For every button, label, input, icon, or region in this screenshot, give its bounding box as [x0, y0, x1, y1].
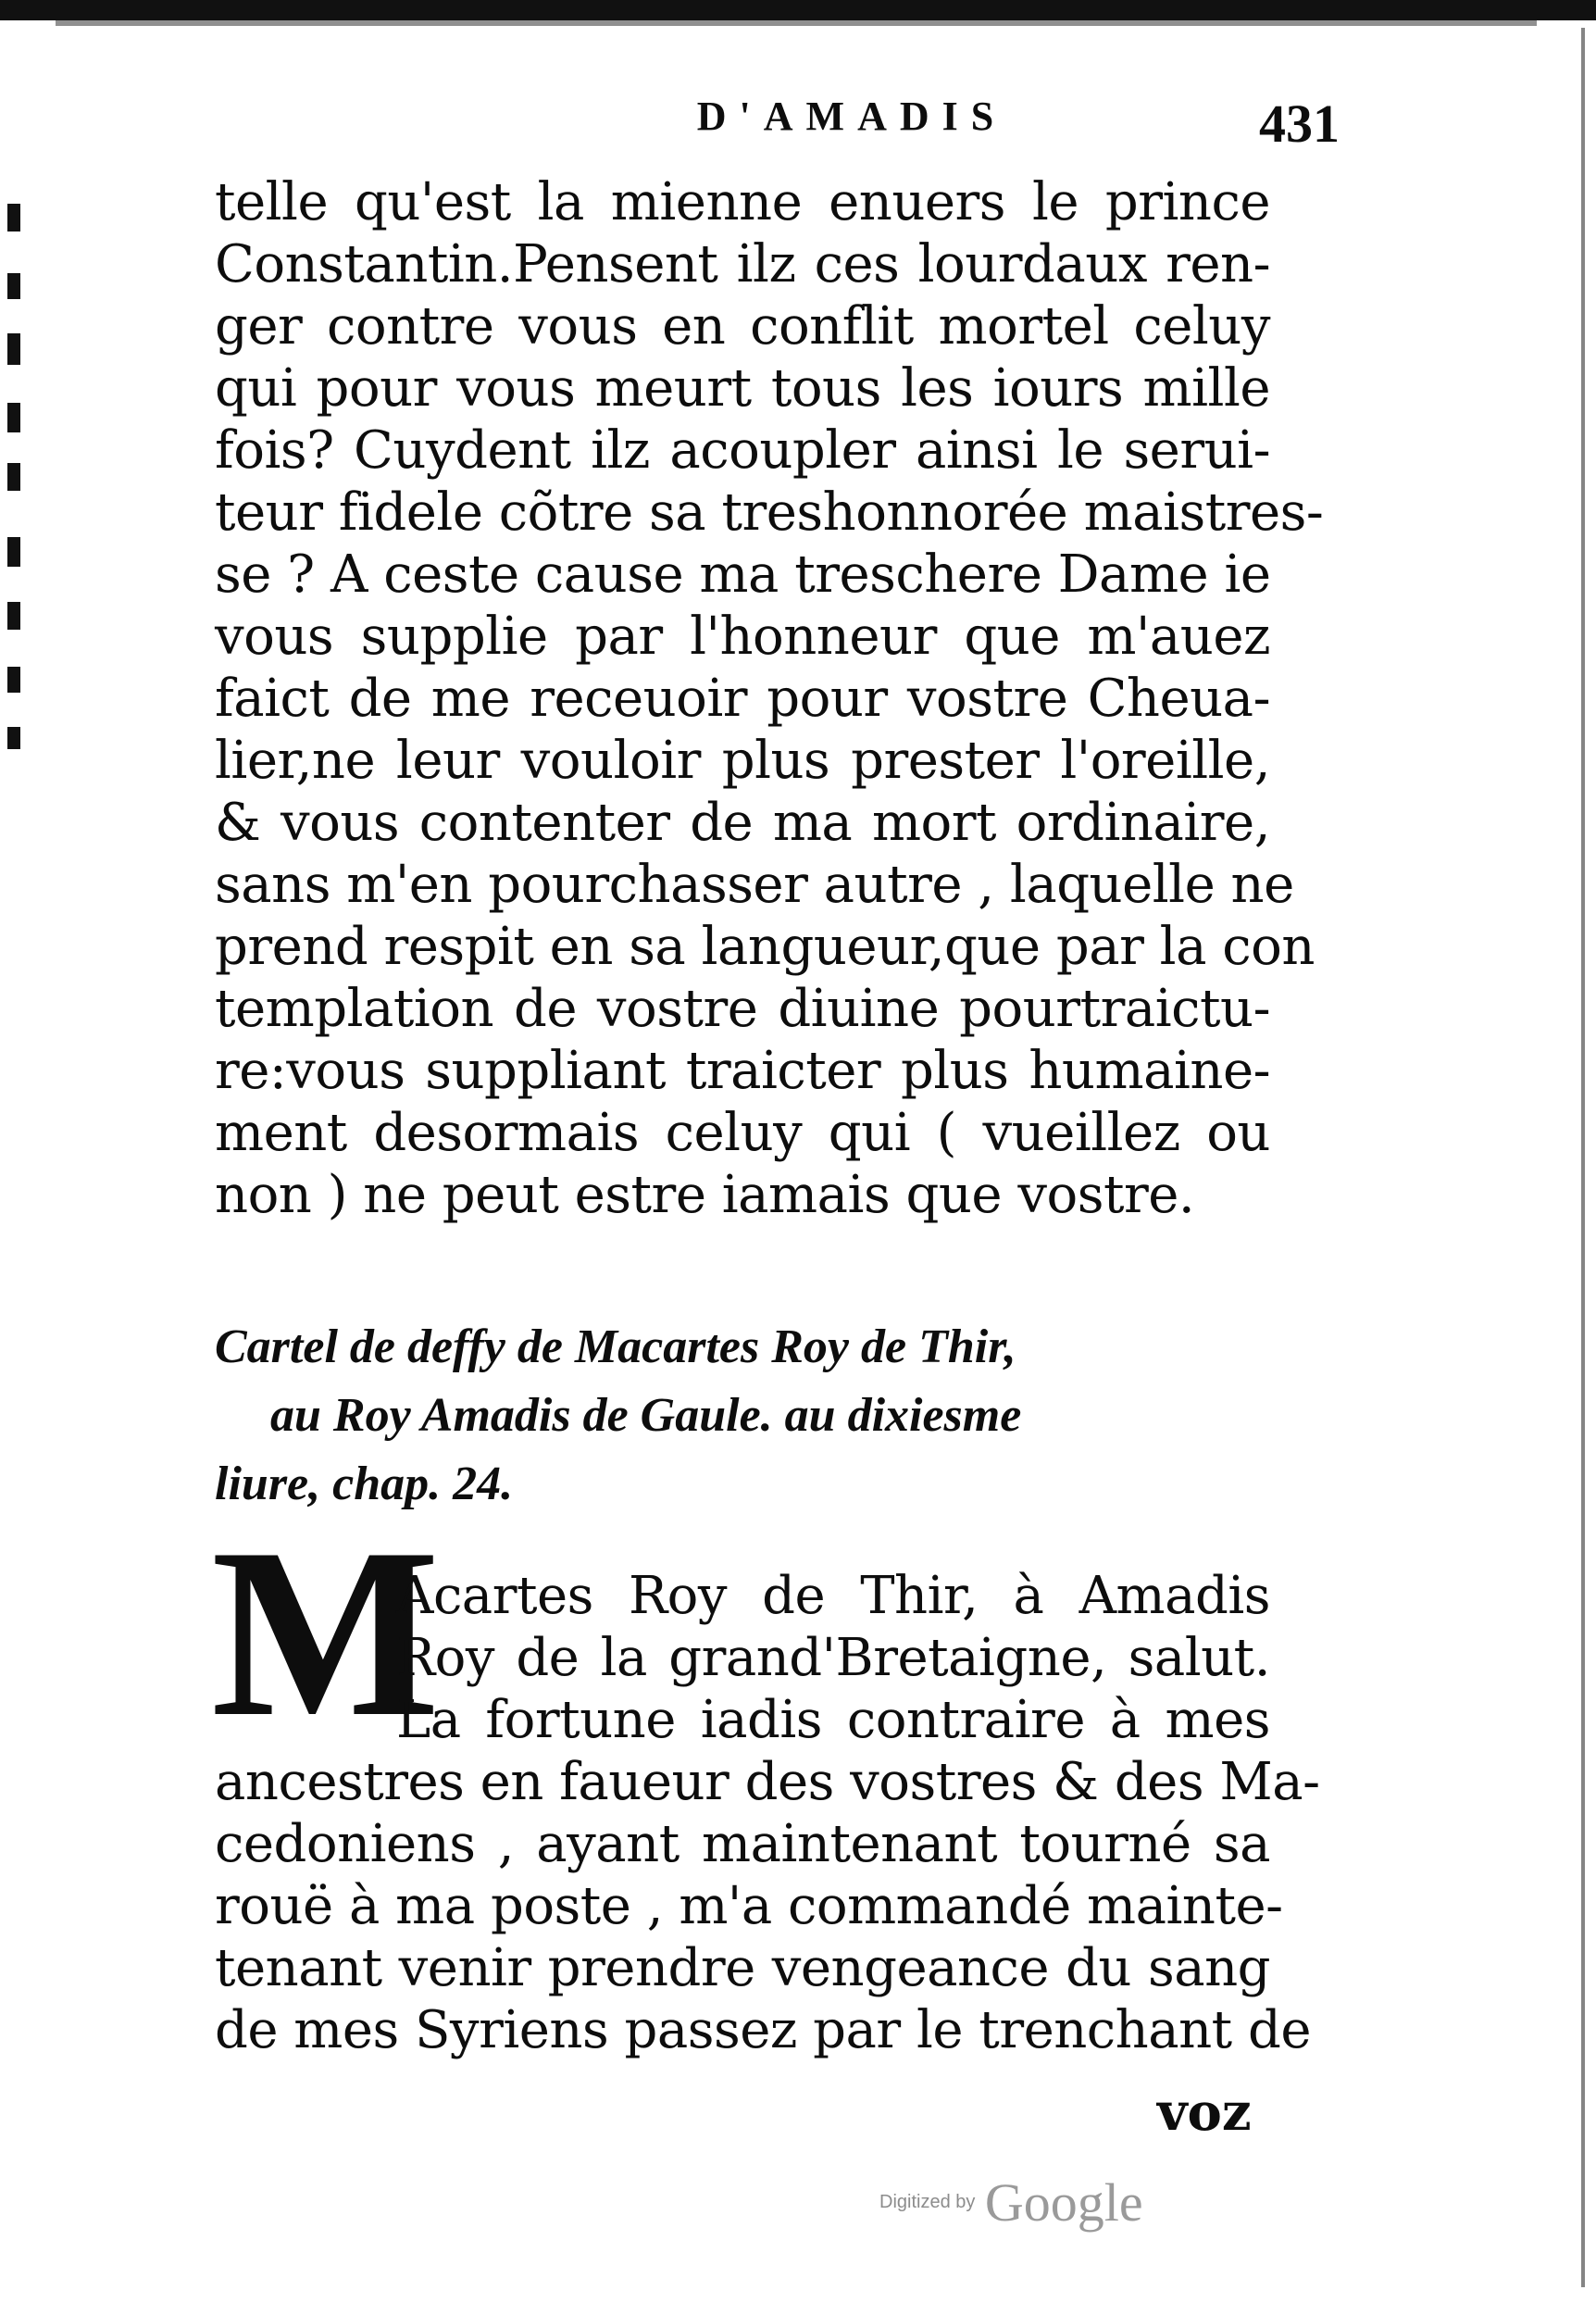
cartel-text [215, 1751, 1320, 2061]
edge-mark [7, 463, 20, 491]
text-line: Constantin.Pensent ilz ces lourdaux ren- [215, 234, 1270, 294]
text-line: non ) ne peut estre iamais que vostre. [215, 1165, 1195, 1225]
text-line: sans m'en pourchasser autre , laquelle ne [215, 855, 1294, 915]
text-line: & vous contenter de ma mort ordinaire, [215, 793, 1270, 853]
letter-text [215, 171, 1324, 1226]
text-line: ger contre vous en conflit mortel celuy [215, 296, 1270, 357]
text-line: fois? Cuydent ilz acoupler ainsi le serui- [215, 420, 1270, 481]
text-line: lier,ne leur vouloir plus prester l'oreille, [215, 731, 1270, 791]
text-line: re:vous suppliant traicter plus humaine- [215, 1041, 1270, 1101]
section-caption [215, 1313, 1270, 1519]
scan-right-edge [1581, 28, 1585, 2287]
edge-mark [7, 667, 20, 693]
edge-mark [7, 333, 20, 365]
drop-cap: M [211, 1498, 441, 1767]
edge-mark [7, 727, 20, 749]
text-line: templation de vostre diuine pourtraictu- [215, 979, 1270, 1039]
cartel-text-indented [396, 1565, 1270, 1751]
text-line: rouë à ma poste , m'a commandé mainte- [215, 1876, 1283, 1936]
running-head: D'AMADIS [696, 94, 1007, 139]
text-line: se ? A ceste cause ma treschere Dame ie [215, 544, 1271, 605]
text-line: ancestres en faueur des vostres & des Ma- [215, 1752, 1320, 1812]
google-logo: Google [984, 2172, 1143, 2233]
edge-mark [7, 602, 20, 630]
catchword: voz [1157, 2082, 1252, 2143]
caption-line: Cartel de deffy de Macartes Roy de Thir, [215, 1320, 1016, 1373]
digitized-watermark [879, 2171, 1143, 2234]
scan-left-edge-marks [7, 185, 31, 741]
text-line: Acartes Roy de Thir, à Amadis [396, 1566, 1270, 1626]
scan-top-border [0, 0, 1596, 20]
text-line: cedoniens , ayant maintenant tourné sa [215, 1814, 1270, 1874]
text-line: faict de me receuoir pour vostre Cheua- [215, 669, 1270, 729]
text-line: de mes Syriens passez par le trenchant de [215, 2000, 1311, 2060]
caption-line: au Roy Amadis de Gaule. au dixiesme [270, 1389, 1022, 1442]
text-line: La fortune iadis contraire à mes [396, 1690, 1270, 1750]
edge-mark [7, 403, 20, 432]
edge-mark [7, 537, 20, 567]
caption-line: liure, chap. 24. [215, 1458, 514, 1510]
text-line: qui pour vous meurt tous les iours mille [215, 358, 1270, 419]
text-line: teur fidele cõtre sa treshonnorée maistres- [215, 482, 1324, 543]
watermark-prefix: Digitized by [879, 2192, 976, 2212]
text-line: telle qu'est la mienne enuers le prince [215, 172, 1270, 232]
text-line: vous supplie par l'honneur que m'auez [215, 607, 1270, 667]
text-line: ment desormais celuy qui ( vueillez ou [215, 1103, 1270, 1163]
text-line: prend respit en sa langueur,que par la con [215, 917, 1315, 977]
edge-mark [7, 273, 20, 299]
text-line: Roy de la grand'Bretaigne, salut. [396, 1628, 1270, 1688]
page-number: 431 [1259, 94, 1340, 154]
text-line: tenant venir prendre vengeance du sang [215, 1938, 1270, 1998]
edge-mark [7, 204, 20, 232]
